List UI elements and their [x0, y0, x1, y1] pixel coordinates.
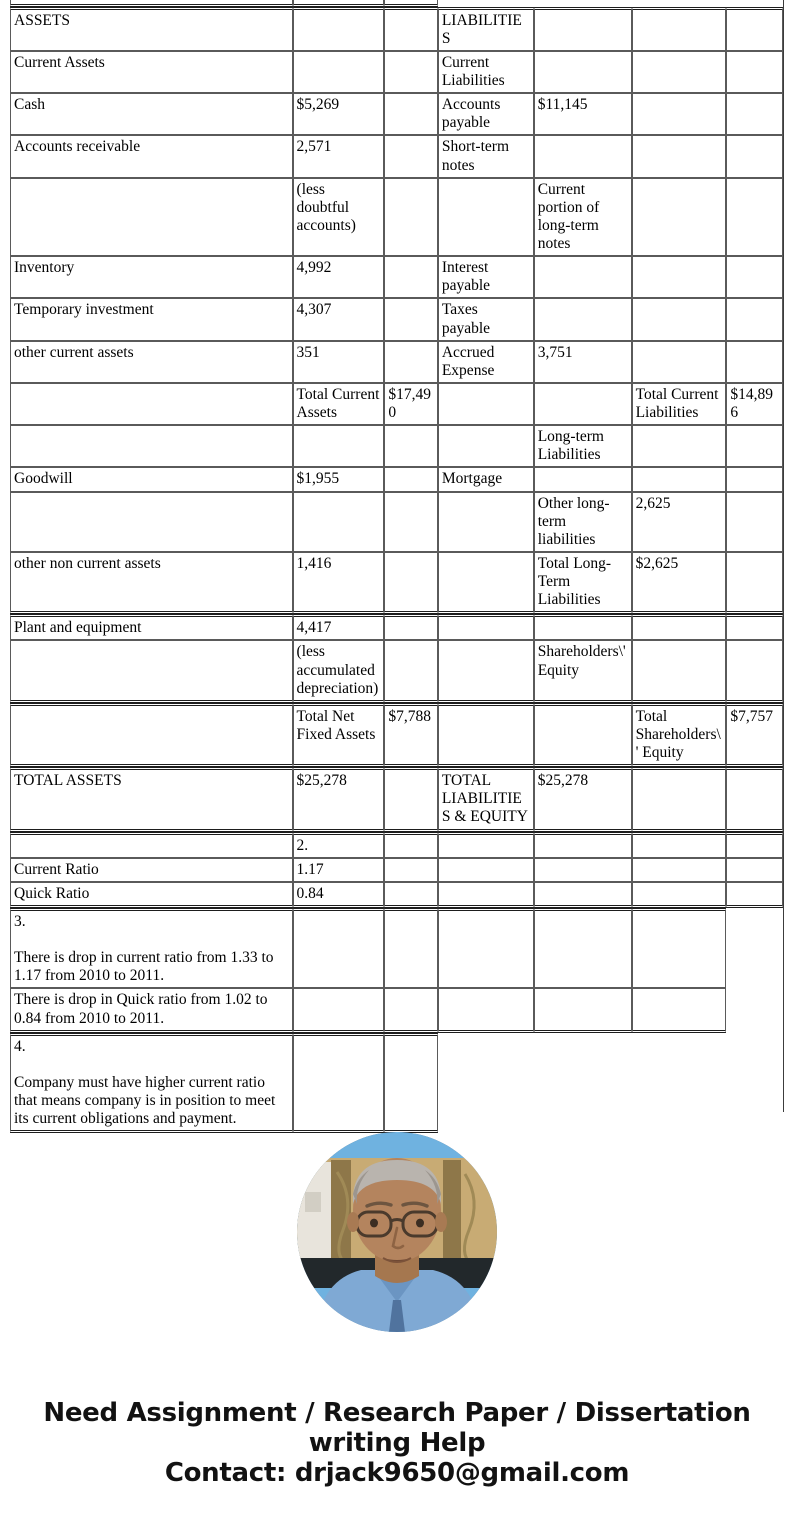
- table-row: [10, 767, 783, 831]
- table-row: [10, 492, 783, 552]
- table-cell-empty: [726, 135, 783, 177]
- table-cell: (less doubtful accounts): [293, 178, 385, 257]
- table-cell: $5,269: [293, 93, 385, 135]
- table-cell: Total Long-Term Liabilities: [534, 552, 632, 614]
- table-row: [10, 908, 783, 989]
- table-cell: 4. Company must have higher current ratio that means company is in position to meet its current obligations and payment.: [10, 1033, 293, 1134]
- table-cell: Other long-term liabilities: [534, 492, 632, 552]
- table-cell-empty: [384, 767, 437, 831]
- table-cell-empty: [384, 492, 437, 552]
- table-cell-empty: [726, 492, 783, 552]
- table-cell: Current portion of long-term notes: [534, 178, 632, 257]
- table-cell-empty: [293, 0, 385, 7]
- table-row: [10, 341, 783, 383]
- table-cell: Accounts payable: [438, 93, 534, 135]
- table-cell-empty: [632, 51, 727, 93]
- table-row: [10, 467, 783, 491]
- table-cell-empty: [632, 832, 727, 858]
- table-cell-empty: [438, 882, 534, 908]
- table-cell: 0.84: [293, 882, 385, 908]
- table-cell-empty: [534, 908, 632, 989]
- table-cell-empty: [384, 341, 437, 383]
- table-cell-empty: [438, 383, 534, 425]
- table-cell-empty: [293, 7, 385, 51]
- table-cell-empty: [10, 832, 293, 858]
- table-row: [10, 703, 783, 767]
- table-cell-empty: [632, 988, 727, 1032]
- table-cell-empty: [632, 178, 727, 257]
- table-cell-empty: [384, 256, 437, 298]
- table-cell: Temporary investment: [10, 298, 293, 340]
- table-cell-empty: [384, 614, 437, 640]
- table-cell-empty: [438, 425, 534, 467]
- table-cell-empty: [534, 882, 632, 908]
- table-cell: $25,278: [534, 767, 632, 831]
- avatar: [297, 1132, 497, 1332]
- table-cell: 4,992: [293, 256, 385, 298]
- table-cell-empty: [726, 7, 783, 51]
- table-cell-empty: [726, 832, 783, 858]
- balance-sheet-body: [10, 0, 783, 1133]
- table-cell-empty: [384, 425, 437, 467]
- table-cell: $1,955: [293, 467, 385, 491]
- table-cell-empty: [384, 908, 437, 989]
- table-cell: 4,307: [293, 298, 385, 340]
- table-row: [10, 1033, 783, 1134]
- table-cell-empty: [438, 614, 534, 640]
- table-cell: other current assets: [10, 341, 293, 383]
- table-cell-empty: [534, 467, 632, 491]
- table-cell: $17,490: [384, 383, 437, 425]
- table-cell-empty: [632, 256, 727, 298]
- table-cell-empty: [10, 178, 293, 257]
- table-cell-empty: [534, 298, 632, 340]
- table-row: [10, 256, 783, 298]
- table-cell-empty: [10, 425, 293, 467]
- table-cell-empty: [534, 832, 632, 858]
- table-cell-empty: [384, 832, 437, 858]
- table-cell-empty: [632, 640, 727, 702]
- table-cell: Total Current Assets: [293, 383, 385, 425]
- table-cell-empty: [726, 858, 783, 882]
- table-row: [10, 383, 783, 425]
- table-cell: There is drop in Quick ratio from 1.02 to 0.84 from 2010 to 2011.: [10, 988, 293, 1032]
- table-row: [10, 832, 783, 858]
- table-cell-empty: [726, 256, 783, 298]
- table-cell-empty: [534, 614, 632, 640]
- table-cell-empty: [438, 832, 534, 858]
- table-cell-empty: [726, 341, 783, 383]
- table-cell-empty: [632, 614, 727, 640]
- table-cell-empty: [632, 467, 727, 491]
- table-cell-empty: [632, 7, 727, 51]
- table-row: [10, 135, 783, 177]
- table-row: [10, 51, 783, 93]
- table-cell-empty: [293, 425, 385, 467]
- table-cell-empty: [384, 1033, 437, 1134]
- table-cell-empty: [10, 640, 293, 702]
- table-cell-empty: [438, 640, 534, 702]
- table-cell-empty: [293, 908, 385, 989]
- table-cell-empty: [384, 51, 437, 93]
- table-cell-empty: [293, 51, 385, 93]
- table-cell: Shareholders\' Equity: [534, 640, 632, 702]
- table-cell: $14,896: [726, 383, 783, 425]
- table-cell-empty: [384, 93, 437, 135]
- table-cell: Current Ratio: [10, 858, 293, 882]
- table-cell-empty: [534, 51, 632, 93]
- table-cell-empty: [438, 552, 534, 614]
- table-cell-empty: [726, 298, 783, 340]
- table-cell-empty: [384, 178, 437, 257]
- table-cell: 351: [293, 341, 385, 383]
- table-row: [10, 0, 783, 7]
- table-cell-empty: [438, 988, 534, 1032]
- table-cell-empty: [10, 383, 293, 425]
- table-cell-empty: [632, 767, 727, 831]
- table-cell-empty: [534, 383, 632, 425]
- table-cell-empty: [438, 908, 534, 989]
- table-cell: 1.17: [293, 858, 385, 882]
- table-cell: Current Liabilities: [438, 51, 534, 93]
- table-cell: Total Current Liabilities: [632, 383, 727, 425]
- table-cell-empty: [10, 492, 293, 552]
- table-cell-empty: [293, 492, 385, 552]
- table-cell-empty: [10, 703, 293, 767]
- table-row: [10, 858, 783, 882]
- table-cell-empty: [293, 1033, 385, 1134]
- table-cell: Quick Ratio: [10, 882, 293, 908]
- table-cell: other non current assets: [10, 552, 293, 614]
- table-cell-empty: [534, 858, 632, 882]
- table-cell-empty: [726, 614, 783, 640]
- table-row: [10, 178, 783, 257]
- table-cell: Interest payable: [438, 256, 534, 298]
- table-cell-empty: [726, 93, 783, 135]
- table-cell-empty: [726, 467, 783, 491]
- table-cell-empty: [632, 298, 727, 340]
- table-cell: [10, 0, 293, 7]
- table-cell-empty: [632, 93, 727, 135]
- table-cell-empty: [438, 178, 534, 257]
- page-edge-rule: [783, 0, 784, 1112]
- table-row: [10, 552, 783, 614]
- table-cell: TOTAL LIABILITIES & EQUITY: [438, 767, 534, 831]
- table-cell-empty: [384, 0, 437, 7]
- table-cell-empty: [632, 425, 727, 467]
- table-cell-empty: [384, 858, 437, 882]
- table-cell: ASSETS: [10, 7, 293, 51]
- table-cell-empty: [534, 7, 632, 51]
- table-cell: $7,757: [726, 703, 783, 767]
- table-cell: (less accumulated depreciation): [293, 640, 385, 702]
- table-cell-empty: [384, 7, 437, 51]
- table-cell-empty: [384, 988, 437, 1032]
- table-row: [10, 93, 783, 135]
- table-cell: Plant and equipment: [10, 614, 293, 640]
- table-cell: 3. There is drop in current ratio from 1.33 to 1.17 from 2010 to 2011.: [10, 908, 293, 989]
- table-cell: 2.: [293, 832, 385, 858]
- table-cell-empty: [534, 135, 632, 177]
- table-cell: 2,571: [293, 135, 385, 177]
- table-cell: 1,416: [293, 552, 385, 614]
- table-row: [10, 7, 783, 51]
- table-cell: $7,788: [384, 703, 437, 767]
- table-cell-empty: [384, 135, 437, 177]
- table-cell: Total Shareholders\' Equity: [632, 703, 727, 767]
- table-cell-empty: [534, 256, 632, 298]
- table-cell: LIABILITIES: [438, 7, 534, 51]
- table-cell-empty: [726, 178, 783, 257]
- table-cell: Goodwill: [10, 467, 293, 491]
- photo-block: [0, 1132, 794, 1337]
- table-cell-empty: [726, 51, 783, 93]
- table-cell: Current Assets: [10, 51, 293, 93]
- table-cell-empty: [726, 640, 783, 702]
- table-cell-empty: [438, 492, 534, 552]
- table-cell-empty: [726, 425, 783, 467]
- table-row: [10, 298, 783, 340]
- table-cell: 2,625: [632, 492, 727, 552]
- table-row: [10, 882, 783, 908]
- promo-line-2: Contact: drjack9650@gmail.com: [164, 1458, 630, 1489]
- table-cell: Inventory: [10, 256, 293, 298]
- table-row: [10, 640, 783, 702]
- table-cell-empty: [632, 341, 727, 383]
- table-row: [10, 614, 783, 640]
- table-cell-empty: [438, 858, 534, 882]
- table-cell: Total Net Fixed Assets: [293, 703, 385, 767]
- table-cell-empty: [384, 882, 437, 908]
- table-cell-empty: [632, 908, 727, 989]
- table-row: [10, 425, 783, 467]
- promo-line-1: Need Assignment / Research Paper / Dissertation writing Help: [43, 1398, 751, 1459]
- table-cell: Accounts receivable: [10, 135, 293, 177]
- table-cell-empty: [384, 467, 437, 491]
- table-cell-empty: [632, 882, 727, 908]
- table-cell: 4,417: [293, 614, 385, 640]
- balance-sheet-table: [10, 0, 783, 1133]
- table-cell-empty: [726, 767, 783, 831]
- promo-text: [0, 1398, 794, 1488]
- table-cell: Short-term notes: [438, 135, 534, 177]
- table-cell-empty: [384, 640, 437, 702]
- table-cell: 3,751: [534, 341, 632, 383]
- table-cell-empty: [293, 988, 385, 1032]
- table-row: [10, 988, 783, 1032]
- balance-sheet-container: [10, 0, 784, 1133]
- table-cell-empty: [632, 135, 727, 177]
- table-cell: $2,625: [632, 552, 727, 614]
- table-cell: Cash: [10, 93, 293, 135]
- table-cell-empty: [384, 298, 437, 340]
- profile-photo: [297, 1132, 497, 1332]
- table-cell-empty: [534, 703, 632, 767]
- table-cell-empty: [438, 703, 534, 767]
- table-cell: $25,278: [293, 767, 385, 831]
- table-cell: Mortgage: [438, 467, 534, 491]
- table-cell: Long-term Liabilities: [534, 425, 632, 467]
- table-cell: Taxes payable: [438, 298, 534, 340]
- table-cell-empty: [534, 988, 632, 1032]
- table-cell-empty: [384, 552, 437, 614]
- table-cell-empty: [726, 882, 783, 908]
- table-cell: TOTAL ASSETS: [10, 767, 293, 831]
- table-cell-empty: [632, 858, 727, 882]
- table-cell: $11,145: [534, 93, 632, 135]
- table-cell: Accrued Expense: [438, 341, 534, 383]
- table-cell-empty: [726, 552, 783, 614]
